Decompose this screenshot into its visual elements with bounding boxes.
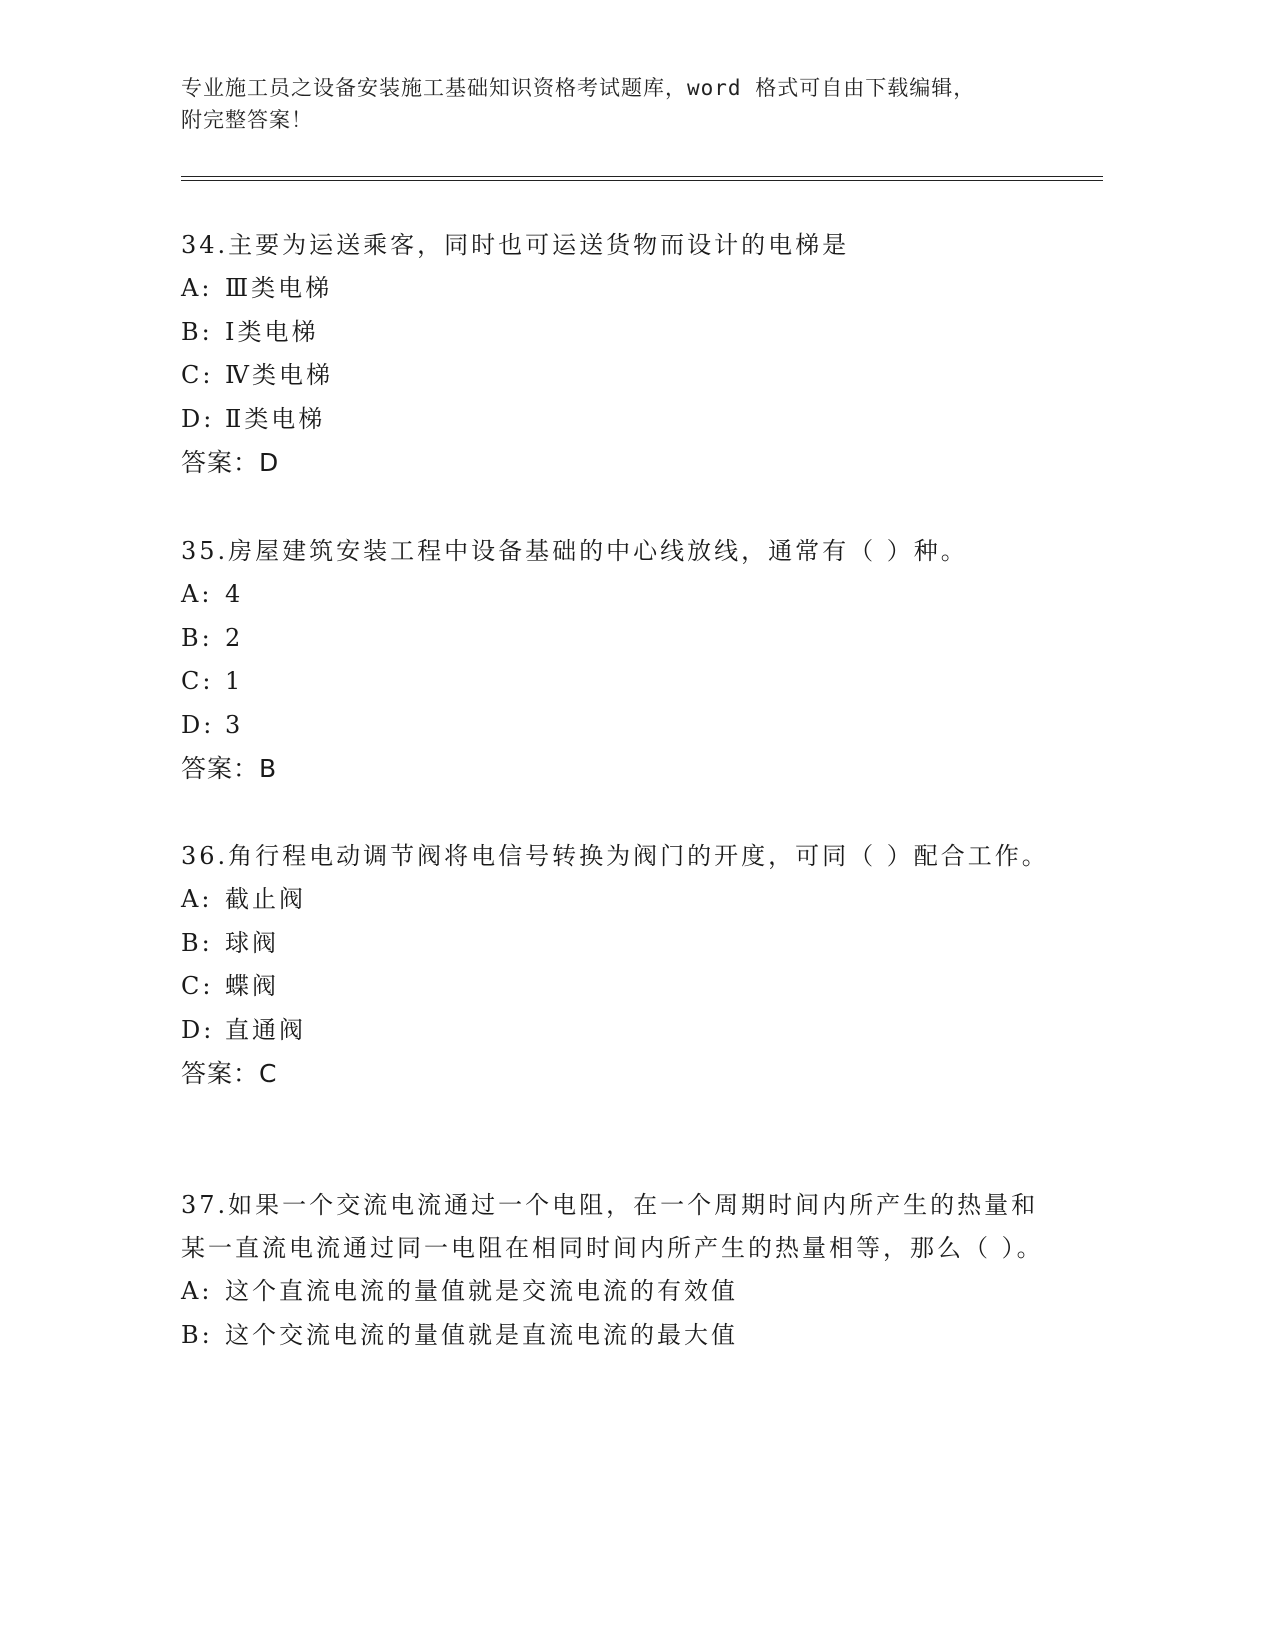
option-text: 4: [225, 580, 244, 608]
document-header: [181, 72, 1101, 136]
option-c: [181, 354, 1051, 398]
header-divider-top: [181, 176, 1103, 177]
option-text: 这个直流电流的量值就是交流电流的有效值: [225, 1277, 738, 1305]
option-text: 1: [225, 667, 244, 695]
option-c: [181, 660, 1051, 704]
question-36: [181, 835, 1051, 1095]
question-34: [181, 224, 1051, 484]
option-letter: D:: [181, 404, 215, 433]
option-text: Ⅲ类电梯: [225, 274, 333, 302]
option-text: 截止阀: [225, 885, 306, 913]
question-stem: 36.角行程电动调节阀将电信号转换为阀门的开度，可同（ ）配合工作。: [181, 842, 1049, 870]
option-d: [181, 1009, 1051, 1053]
option-letter: C:: [181, 972, 214, 1000]
option-b: [181, 617, 1051, 661]
question-stem: 35.房屋建筑安装工程中设备基础的中心线放线，通常有（ ）种。: [181, 537, 968, 565]
option-text: Ⅳ类电梯: [225, 361, 333, 389]
option-text: 球阀: [225, 928, 279, 957]
option-letter: B:: [181, 317, 213, 346]
option-a: [181, 878, 1051, 922]
option-letter: A:: [181, 885, 213, 913]
option-d: [181, 398, 1051, 442]
option-letter: B:: [181, 623, 213, 652]
option-text: 蝶阀: [225, 972, 279, 1000]
answer-line: 答案：C: [181, 1059, 278, 1088]
option-text: 3: [225, 710, 244, 739]
question-37: [181, 1184, 1051, 1357]
option-letter: C:: [181, 667, 214, 695]
option-text: 直通阀: [225, 1015, 306, 1044]
option-letter: A:: [181, 580, 213, 608]
option-letter: D:: [181, 710, 215, 739]
option-letter: B:: [181, 1320, 213, 1349]
option-b: [181, 922, 1051, 966]
header-divider-bottom: [181, 180, 1103, 181]
option-text: Ⅰ类电梯: [225, 317, 319, 346]
option-text: 2: [225, 623, 244, 652]
option-a: [181, 1270, 1051, 1314]
question-stem: 37.如果一个交流电流通过一个电阻，在一个周期时间内所产生的热量和某一直流电流通过同一电阻在相同时间内所产生的热量相等，那么（ ）。: [181, 1191, 1044, 1262]
answer-line: 答案：B: [181, 754, 278, 783]
option-letter: C:: [181, 361, 214, 389]
question-35: [181, 530, 1051, 790]
header-line-2: 附完整答案！: [181, 108, 313, 132]
option-b: [181, 1314, 1051, 1358]
option-letter: A:: [181, 274, 213, 302]
option-a: [181, 267, 1051, 311]
question-stem: 34.主要为运送乘客，同时也可运送货物而设计的电梯是: [181, 231, 850, 259]
option-text: Ⅱ类电梯: [225, 404, 326, 433]
option-b: [181, 311, 1051, 355]
option-text: 这个交流电流的量值就是直流电流的最大值: [225, 1320, 738, 1349]
option-letter: B:: [181, 928, 213, 957]
header-line-1: 专业施工员之设备安装施工基础知识资格考试题库，word 格式可自由下载编辑，: [181, 76, 976, 100]
option-letter: D:: [181, 1015, 215, 1044]
option-letter: A:: [181, 1277, 213, 1305]
option-d: [181, 704, 1051, 748]
answer-line: 答案：D: [181, 448, 280, 477]
option-a: [181, 573, 1051, 617]
option-c: [181, 965, 1051, 1009]
